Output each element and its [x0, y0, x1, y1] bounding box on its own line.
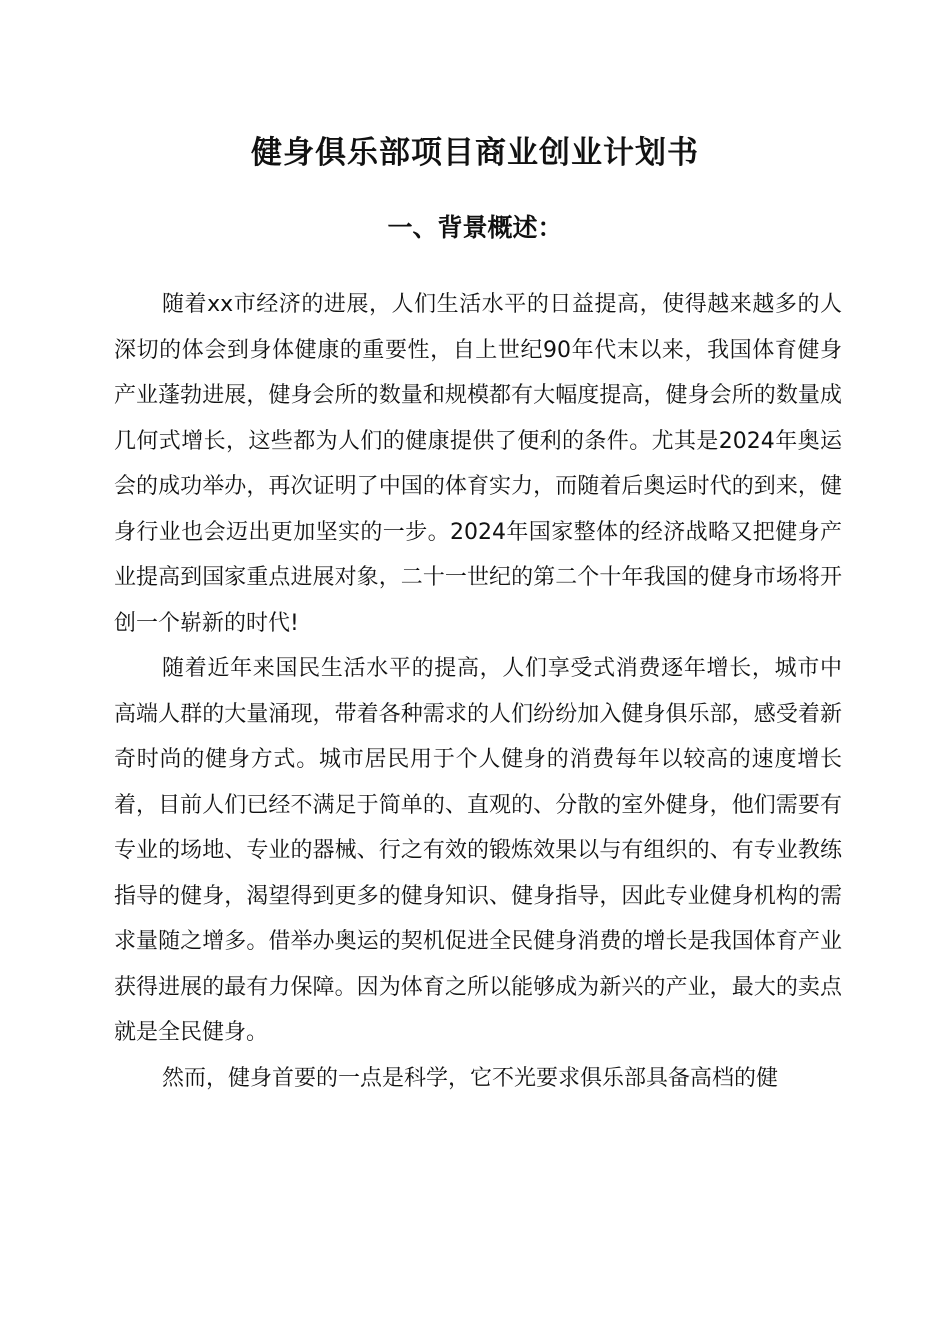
section-heading-background: 一、背景概述：: [387, 213, 563, 242]
document-title: 健身俱乐部项目商业创业计划书: [251, 135, 699, 171]
paragraph-1: 随着xx市经济的进展，人们生活水平的日益提高，使得越来越多的人深切的体会到身体健康的重要性，自上世纪90年代末以来，我国体育健身产业蓬勃进展，健身会所的数量和规模都有大幅度提高，健身会所的数量成几何式增长，这些都为人们的健康提供了便利的条件。尤其是2024年奥运会的成功举办，再次证明了中国的体育实力，而随着后奥运时代的到来，健身行业也会迈出更加坚实的一步。2024年国家整体的经济战略又把健身产业提高到国家重点进展对象，二十一世纪的第二个十年我国的健身市场将开创一个崭新的时代!: [114, 292, 842, 636]
document-body: [114, 282, 842, 1101]
paragraph-2: 随着近年来国民生活水平的提高，人们享受式消费逐年增长，城市中高端人群的大量涌现，带着各种需求的人们纷纷加入健身俱乐部，感受着新奇时尚的健身方式。城市居民用于个人健身的消费每年以较高的速度增长着，目前人们已经不满足于简单的、直观的、分散的室外健身，他们需要有专业的场地、专业的器械、行之有效的锻炼效果以与有组织的、有专业教练指导的健身，渴望得到更多的健身知识、健身指导，因此专业健身机构的需求量随之增多。借举办奥运的契机促进全民健身消费的增长是我国体育产业获得进展的最有力保障。因为体育之所以能够成为新兴的产业，最大的卖点就是全民健身。: [114, 656, 842, 1045]
paragraph-3: 然而，健身首要的一点是科学，它不光要求俱乐部具备高档的健: [162, 1065, 779, 1091]
